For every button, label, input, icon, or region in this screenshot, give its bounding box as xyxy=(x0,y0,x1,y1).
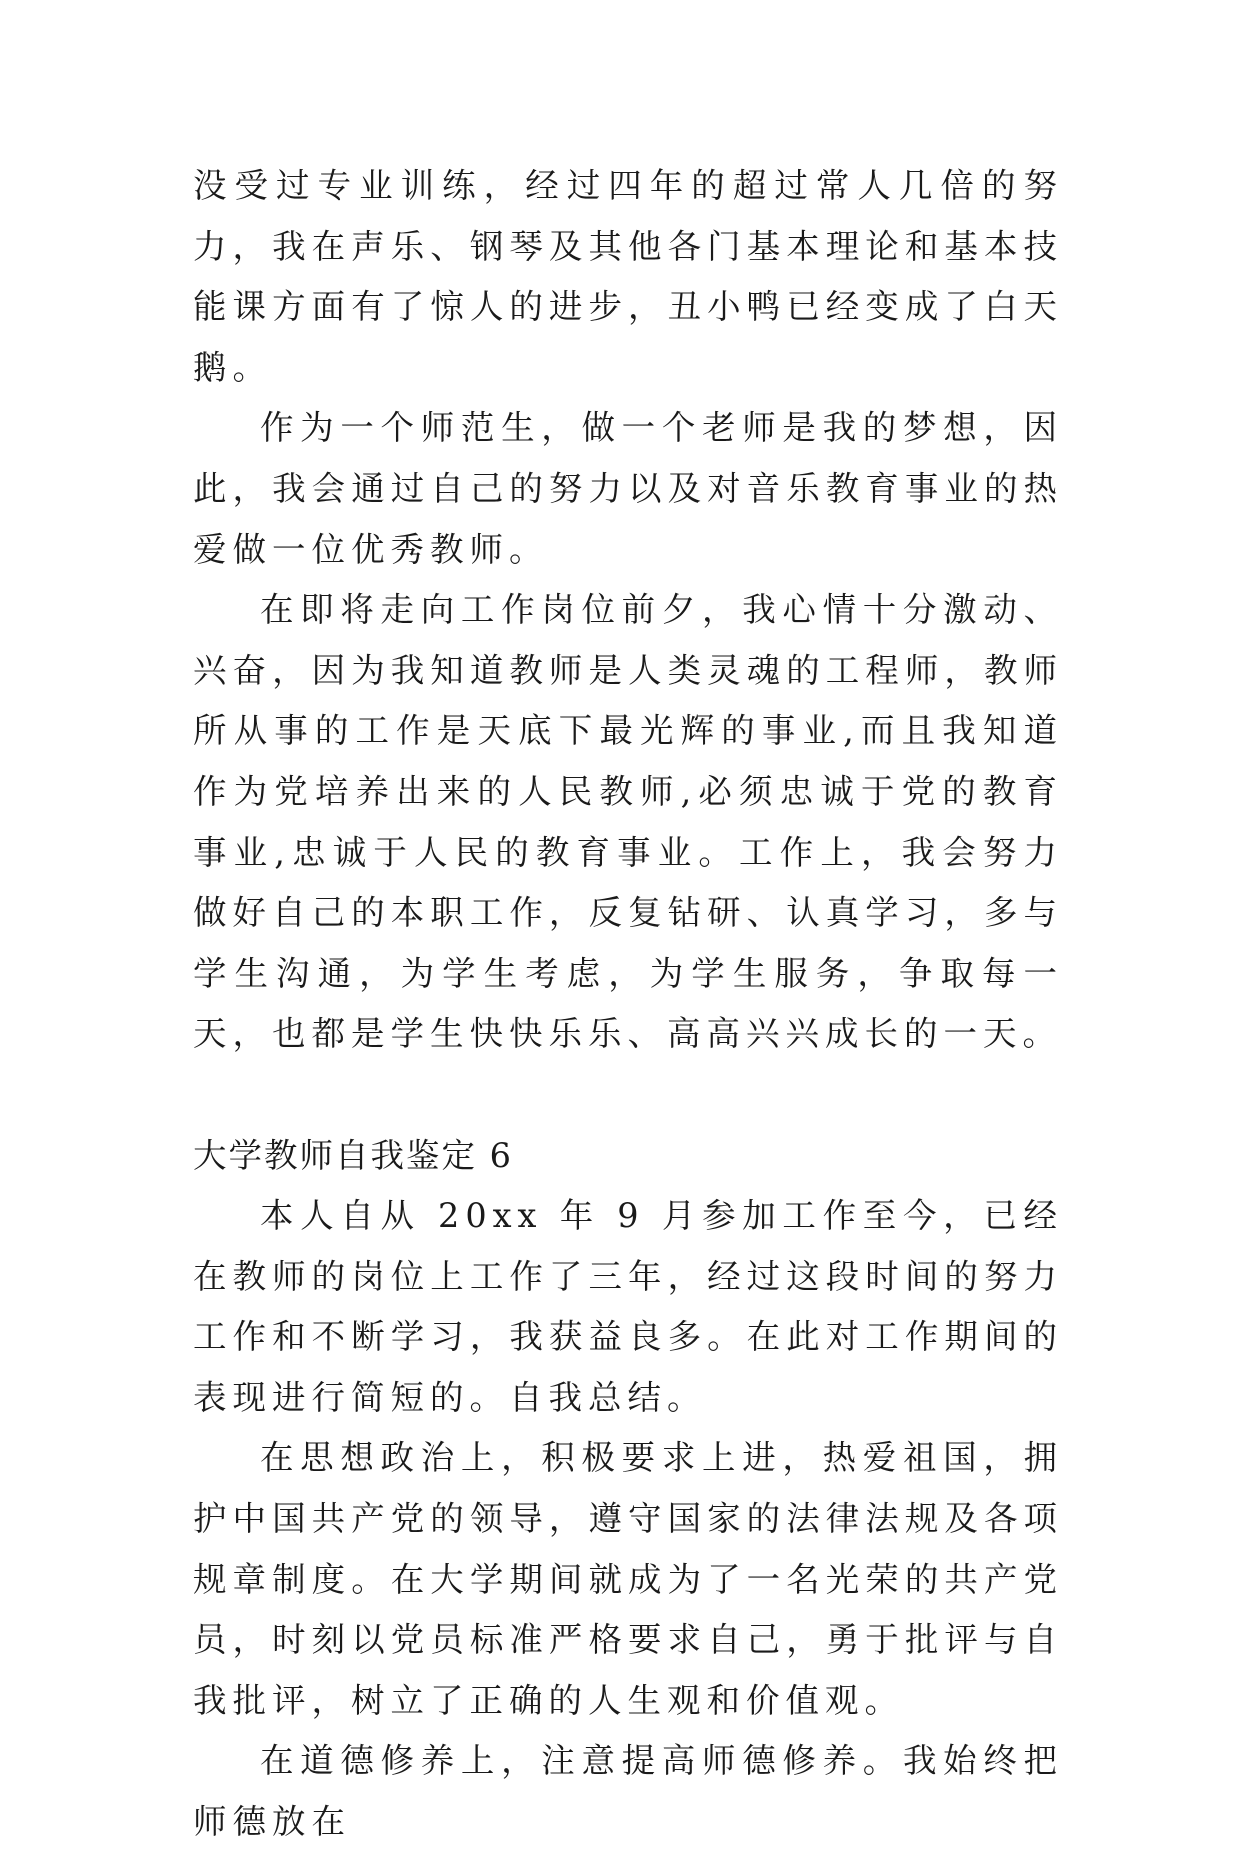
paragraph-continuation: 没受过专业训练，经过四年的超过常人几倍的努力，我在声乐、钢琴及其他各门基本理论和基本技能课方面有了惊人的进步，丑小鸭已经变成了白天鹅。 xyxy=(193,166,1063,387)
paragraph-before-work: 在即将走向工作岗位前夕，我心情十分激动、兴奋，因为我知道教师是人类灵魂的工程师，教师所从事的工作是天底下最光辉的事业,而且我知道作为党培养出来的人民教师,必须忠诚于党的教育事业,忠诚于人民的教育事业。工作上，我会努力做好自己的本职工作，反复钻研、认真学习，多与学生沟通，为学生考虑，为学生服务，争取每一天，也都是学生快快乐乐、高高兴兴成长的一天。 xyxy=(193,590,1063,1054)
section-heading: 大学教师自我鉴定 6 xyxy=(193,1135,513,1175)
paragraph-teacher-dream: 作为一个师范生，做一个老师是我的梦想，因此，我会通过自己的努力以及对音乐教育事业的热爱做一位优秀教师。 xyxy=(193,408,1063,569)
paragraph-politics: 在思想政治上，积极要求上进，热爱祖国，拥护中国共产党的领导，遵守国家的法律法规及各项规章制度。在大学期间就成为了一名光荣的共产党员，时刻以党员标准严格要求自己，勇于批评与自我批评，树立了正确的人生观和价值观。 xyxy=(193,1438,1063,1720)
document-body xyxy=(193,156,1063,1853)
paragraph-ethics: 在道德修养上，注意提高师德修养。我始终把师德放在 xyxy=(193,1741,1063,1842)
paragraph-intro: 本人自从 20xx 年 9 月参加工作至今，已经在教师的岗位上工作了三年，经过这段时间的努力工作和不断学习，我获益良多。在此对工作期间的表现进行简短的。自我总结。 xyxy=(193,1196,1063,1417)
